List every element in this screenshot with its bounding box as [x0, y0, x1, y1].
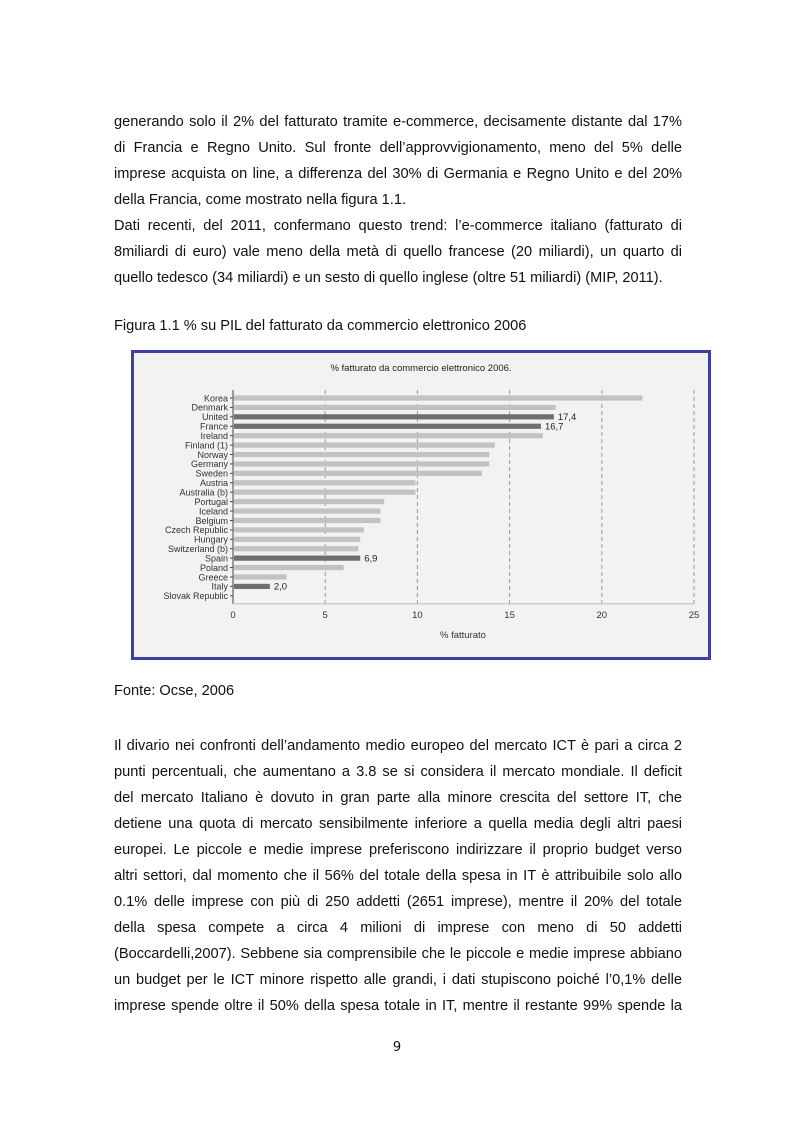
category-label: Iceland	[198, 506, 228, 517]
bar	[234, 414, 554, 419]
x-tick-label: 5	[322, 609, 328, 621]
chart-title: % fatturato da commercio elettronico 2006.	[330, 363, 512, 374]
data-label: 2,0	[273, 581, 288, 593]
text-line: quello tedesco (34 miliardi) e un sesto di quello inglese (oltre 51 miliardi) (MIP, 2011).	[114, 270, 663, 286]
category-label: Switzerland (b)	[167, 544, 228, 555]
category-label: Czech Republic	[164, 525, 228, 536]
bar	[234, 490, 416, 495]
bar	[234, 565, 344, 570]
bar	[234, 574, 286, 579]
category-label: Slovak Republic	[163, 591, 228, 602]
x-tick-label: 20	[596, 609, 608, 621]
bar	[234, 499, 384, 504]
bar	[234, 584, 270, 589]
data-label: 6,9	[364, 553, 378, 565]
text-line: altri settori, dal momento che il 56% del totale della spesa in IT è attribuibile solo allo	[114, 868, 682, 884]
figure-caption: Figura 1.1 % su PIL del fatturato da commercio elettronico 2006	[114, 318, 527, 334]
text-line: (Boccardelli,2007). Sebbene sia comprensibile che le piccole e medie imprese abbiano	[114, 946, 682, 962]
text-line: detiene una quota di mercato sensibilmente inferiore a quella media degli altri paesi	[114, 816, 682, 832]
bar	[234, 471, 482, 476]
category-label: Portugal	[194, 496, 228, 507]
x-tick-label: 15	[504, 609, 515, 621]
text-line: Il divario nei confronti dell’andamento medio europeo del mercato ICT è pari a circa 2	[114, 738, 682, 754]
bar	[234, 452, 489, 457]
category-label: Norway	[197, 449, 228, 460]
category-label: United	[201, 412, 228, 423]
text-line: Dati recenti, del 2011, confermano questo trend: l’e-commerce italiano (fatturato di	[114, 218, 682, 234]
bar	[234, 395, 642, 400]
text-line: di Francia e Regno Unito. Sul fronte dell’approvvigionamento, meno del 5% delle	[114, 140, 682, 156]
text-line: punti percentuali, che aumentano a 3.8 se si considera il mercato mondiale. Il deficit	[114, 764, 682, 780]
text-line: europei. Le piccole e medie imprese preferiscono indirizzare il proprio budget verso	[114, 842, 682, 858]
bar	[234, 508, 381, 513]
bar-chart	[134, 353, 708, 657]
text-line: un budget per le ICT minore rispetto alle grandi, i dati stupiscono poiché l’0,1% delle	[114, 972, 682, 988]
bar	[234, 405, 556, 410]
bar	[234, 518, 381, 523]
bar	[234, 433, 543, 438]
bar	[234, 461, 489, 466]
x-tick-label: 0	[230, 609, 236, 621]
text-line: imprese spende oltre il 50% della spesa totale in IT, mentre il restante 99% spende la	[114, 998, 682, 1014]
text-line: 0.1% delle imprese con più di 250 addetti (2651 imprese), mentre il 20% del totale	[114, 894, 682, 910]
category-label: Germany	[190, 459, 228, 470]
category-label: Greece	[198, 572, 228, 583]
text-line: 8miliardi di euro) vale meno della metà di quello francese (20 miliardi), un quarto di	[114, 244, 682, 260]
bar	[234, 556, 360, 561]
data-label: 16,7	[544, 421, 564, 433]
category-label: Ireland	[200, 430, 228, 441]
category-label: Spain	[204, 553, 228, 564]
paragraph-1	[114, 109, 682, 291]
x-tick-label: 10	[412, 609, 423, 621]
category-label: Korea	[203, 393, 228, 404]
category-label: Finland (1)	[184, 440, 228, 451]
x-axis-label: % fatturato	[440, 629, 486, 641]
bar	[234, 424, 541, 429]
category-label: Hungary	[193, 534, 228, 545]
category-label: France	[199, 421, 228, 432]
x-tick-label: 25	[688, 609, 700, 621]
bar	[234, 480, 416, 485]
text-line: generando solo il 2% del fatturato tramite e-commerce, decisamente distante dal 17%	[114, 114, 682, 130]
data-label: 17,4	[557, 412, 577, 424]
bar	[234, 537, 360, 542]
category-label: Poland	[199, 562, 228, 573]
bar	[234, 546, 358, 551]
figure-source: Fonte: Ocse, 2006	[114, 683, 235, 699]
text-line: del mercato Italiano è dovuto in gran parte alla minore crescita del settore IT, che	[114, 790, 682, 806]
category-label: Italy	[211, 581, 228, 592]
category-label: Denmark	[191, 402, 228, 413]
text-line: della spesa compete a circa 4 milioni di imprese con meno di 50 addetti	[114, 920, 682, 936]
bar	[234, 443, 495, 448]
figure-frame	[131, 350, 711, 660]
category-label: Australia (b)	[179, 487, 228, 498]
text-line: imprese acquista on line, a differenza del 30% di Germania e Regno Unito e del 20%	[114, 166, 682, 182]
paragraph-2	[114, 733, 682, 1019]
bar	[234, 527, 364, 532]
category-label: Sweden	[195, 468, 228, 479]
text-line: della Francia, come mostrato nella figura 1.1.	[114, 192, 407, 208]
page-number: 9	[392, 1040, 402, 1055]
category-label: Austria	[199, 478, 228, 489]
category-label: Belgium	[195, 515, 228, 526]
